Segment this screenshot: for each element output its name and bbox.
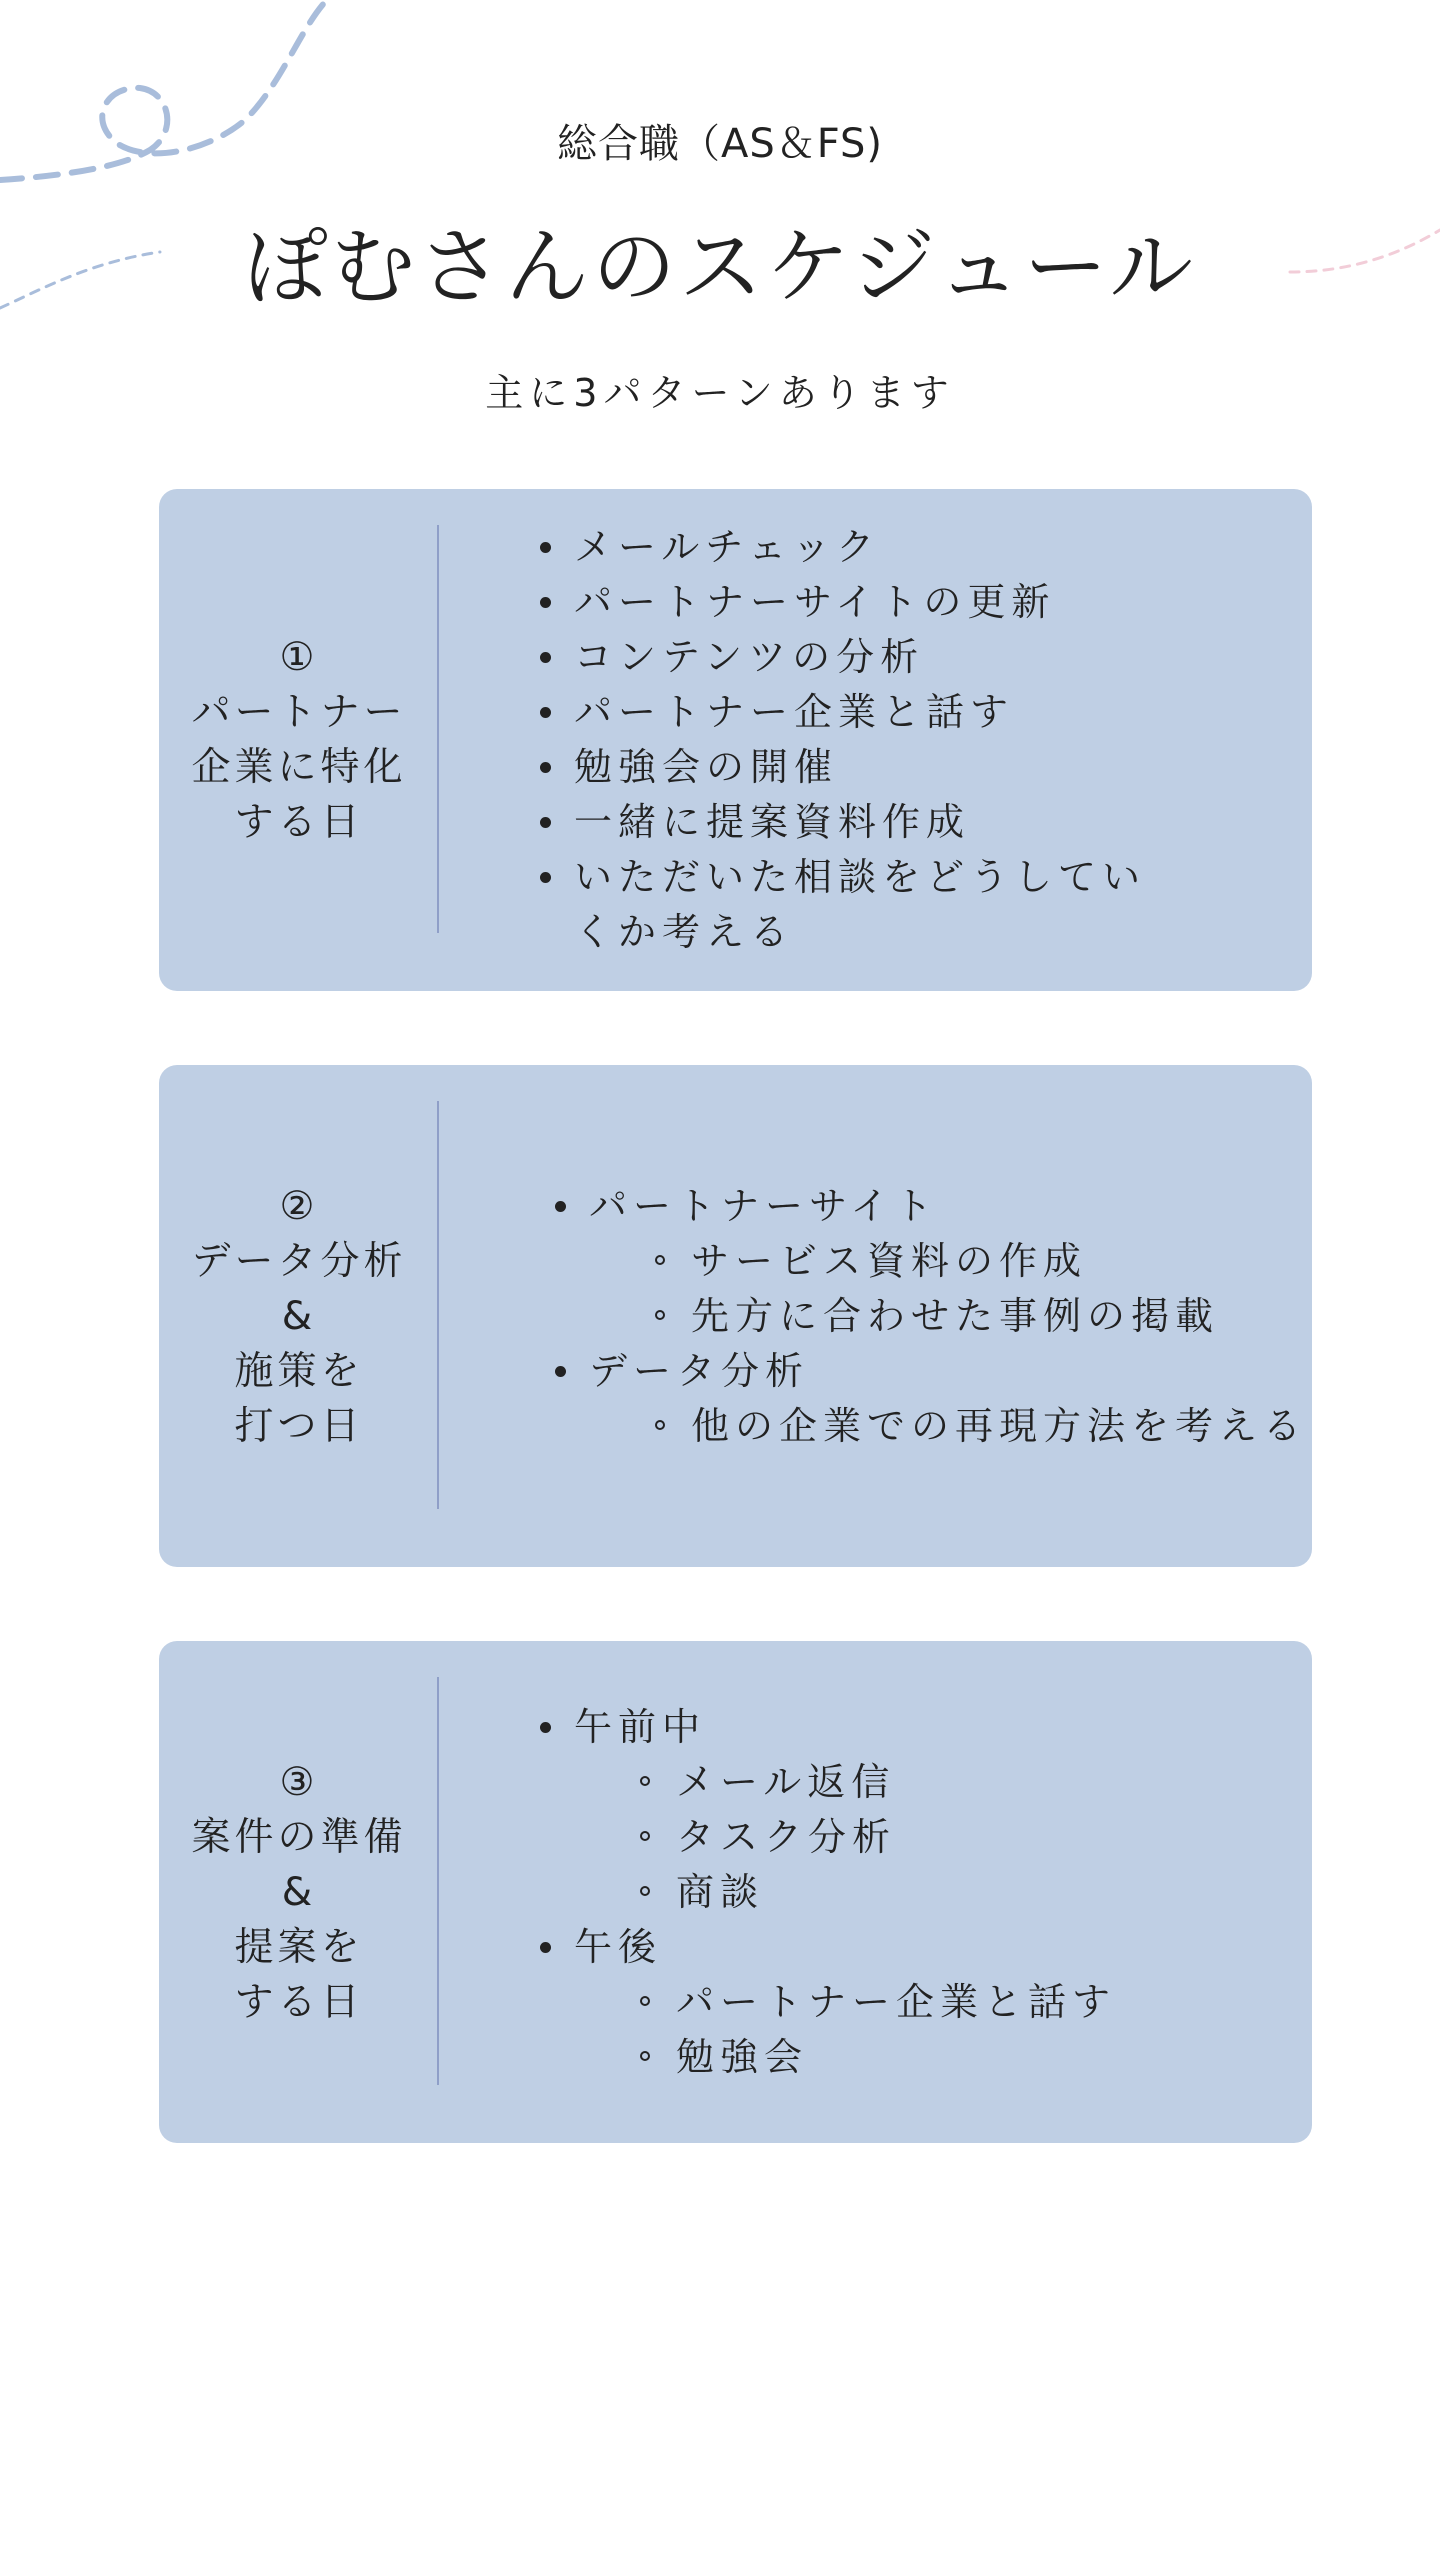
card-task-list [553, 1065, 1312, 1567]
schedule-card-3 [159, 1641, 1312, 2143]
page-kicker: 総合職（AS＆FS) [556, 121, 884, 167]
list-item: 勉強会の開催 [538, 740, 1178, 795]
card-label [159, 1641, 439, 2143]
sub-list-item: メール返信 [574, 1755, 1312, 1810]
list-item: 一緒に提案資料作成 [538, 795, 1178, 850]
card-label-line: 案件の準備 [191, 1814, 407, 1860]
list-item [553, 1344, 1312, 1454]
schedule-card-1 [159, 489, 1312, 991]
sub-list-item: 商談 [574, 1865, 1312, 1920]
card-label-line: 施策を [234, 1348, 364, 1394]
card-divider [437, 1101, 439, 1509]
list-item-text: 午後 [574, 1924, 663, 1969]
list-item: いただいた相談をどうしていくか考える [538, 850, 1178, 960]
list-item: コンテンツの分析 [538, 630, 1178, 685]
list-item-text: 午前中 [574, 1704, 707, 1749]
card-divider [437, 1677, 439, 2085]
card-label-line: する日 [234, 1979, 364, 2025]
card-label [159, 489, 439, 991]
sub-list-item: 勉強会 [574, 2030, 1312, 2085]
sub-list-item: 他の企業での再現方法を考える [589, 1399, 1312, 1454]
list-item: メールチェック [538, 520, 1178, 575]
card-task-list [538, 1641, 1312, 2143]
card-label [159, 1065, 439, 1567]
card-number: ③ [279, 1759, 319, 1805]
card-label-line: パートナー [191, 690, 407, 735]
card-label-line: 企業に特化 [191, 745, 407, 790]
list-item-text: パートナーサイト [589, 1183, 939, 1228]
sub-list-item: パートナー企業と話す [574, 1975, 1312, 2030]
card-number: ① [279, 635, 319, 680]
card-label-line: & [281, 1869, 317, 1915]
page-subtitle: 主に3パターンあります [485, 371, 955, 415]
card-task-list [538, 489, 1312, 991]
list-item [538, 1920, 1312, 2085]
sub-list-item: 先方に合わせた事例の掲載 [589, 1289, 1312, 1344]
list-item [553, 1179, 1312, 1344]
card-label-line: 提案を [234, 1924, 364, 1970]
card-divider [437, 525, 439, 933]
card-label-line: & [281, 1293, 317, 1339]
card-label-line: する日 [234, 800, 364, 845]
list-item: パートナーサイトの更新 [538, 575, 1178, 630]
card-number: ② [279, 1183, 319, 1229]
card-label-line: データ分析 [191, 1238, 407, 1284]
page-title: ぽむさんのスケジュール [244, 218, 1196, 316]
schedule-card-2 [159, 1065, 1312, 1567]
list-item-text: データ分析 [589, 1348, 810, 1393]
sub-list-item: サービス資料の作成 [589, 1234, 1312, 1289]
sub-list-item: タスク分析 [574, 1810, 1312, 1865]
list-item: パートナー企業と話す [538, 685, 1178, 740]
list-item [538, 1700, 1312, 1920]
card-label-line: 打つ日 [234, 1403, 364, 1449]
